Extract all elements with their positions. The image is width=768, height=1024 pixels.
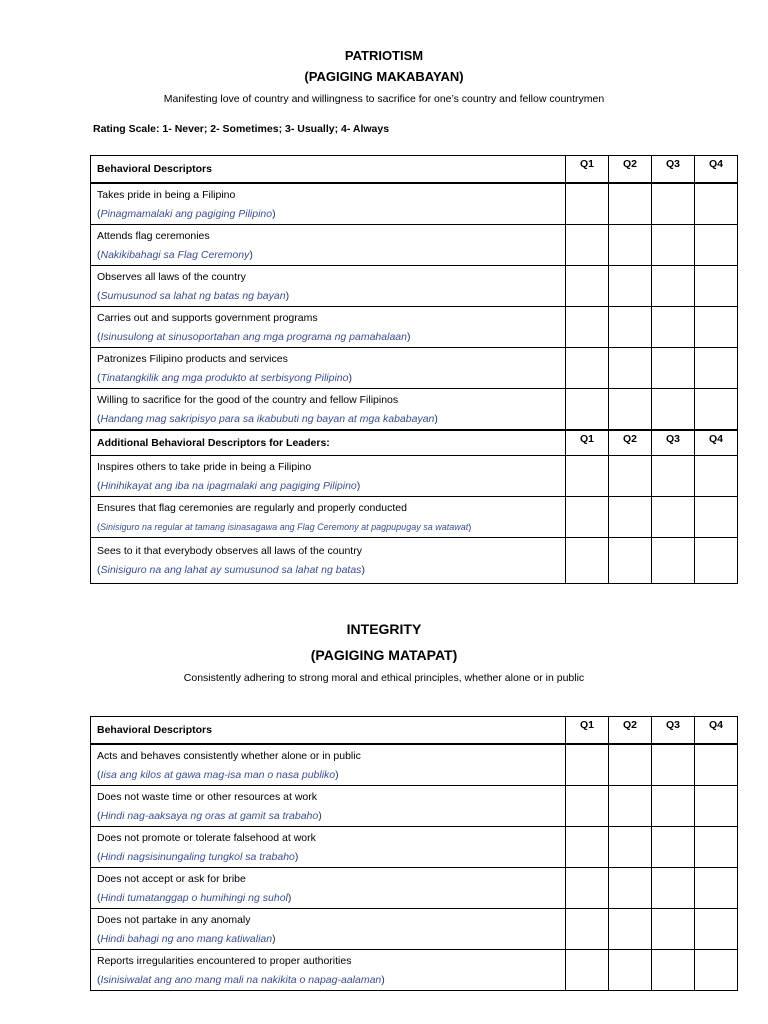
descriptor-tl: (Hindi nag-aaksaya ng oras at gamit sa trabaho)	[97, 809, 322, 822]
q3-cell[interactable]	[652, 265, 695, 306]
header-q4: Q4	[695, 156, 738, 183]
header-q3: Q3	[652, 717, 695, 744]
descriptor-cell	[91, 183, 566, 225]
table-row	[91, 949, 738, 990]
table-row	[91, 388, 738, 430]
table-row	[91, 538, 738, 584]
descriptor-cell	[91, 388, 566, 430]
q1-cell[interactable]	[566, 538, 609, 584]
q1-cell[interactable]	[566, 949, 609, 990]
header-q1: Q1	[566, 430, 609, 456]
q4-cell[interactable]	[695, 456, 738, 497]
q4-cell[interactable]	[695, 306, 738, 347]
descriptor-en: Does not partake in any anomaly	[97, 913, 251, 926]
q2-cell[interactable]	[609, 347, 652, 388]
integrity-table	[90, 716, 738, 991]
descriptor-tl: (Isinisiwalat ang ano mang mali na nakikita o napag-aalaman)	[97, 973, 385, 986]
header-q1: Q1	[566, 156, 609, 183]
descriptor-cell	[91, 347, 566, 388]
descriptor-en: Does not accept or ask for bribe	[97, 872, 246, 885]
q2-cell[interactable]	[609, 224, 652, 265]
descriptor-cell	[91, 224, 566, 265]
q1-cell[interactable]	[566, 265, 609, 306]
q1-cell[interactable]	[566, 826, 609, 867]
q2-cell[interactable]	[609, 538, 652, 584]
q1-cell[interactable]	[566, 456, 609, 497]
header-q3: Q3	[652, 156, 695, 183]
q1-cell[interactable]	[566, 388, 609, 430]
table-row	[91, 265, 738, 306]
descriptor-tl: (Hindi nagsisinungaling tungkol sa trabaho)	[97, 850, 299, 863]
leaders-header-row	[91, 430, 738, 456]
descriptor-tl: (Isinusulong at sinusoportahan ang mga programa ng pamahalaan)	[97, 330, 411, 343]
q3-cell[interactable]	[652, 949, 695, 990]
q2-cell[interactable]	[609, 785, 652, 826]
descriptor-en: Observes all laws of the country	[97, 270, 246, 283]
q4-cell[interactable]	[695, 538, 738, 584]
q1-cell[interactable]	[566, 497, 609, 538]
descriptor-cell	[91, 306, 566, 347]
descriptor-en: Attends flag ceremonies	[97, 229, 210, 242]
q3-cell[interactable]	[652, 388, 695, 430]
q4-cell[interactable]	[695, 908, 738, 949]
descriptor-en: Willing to sacrifice for the good of the country and fellow Filipinos	[97, 393, 399, 406]
rating-scale: Rating Scale: 1- Never; 2- Sometimes; 3- Usually; 4- Always	[93, 123, 390, 135]
patriotism-description: Manifesting love of country and willingness to sacrifice for one’s country and fellow countrymen	[163, 93, 605, 105]
q3-cell[interactable]	[652, 908, 695, 949]
q2-cell[interactable]	[609, 183, 652, 225]
descriptor-cell	[91, 456, 566, 497]
descriptor-en: Takes pride in being a Filipino	[97, 188, 236, 201]
descriptor-en: Ensures that flag ceremonies are regularly and properly conducted	[97, 502, 407, 514]
leaders-header-descriptor: Additional Behavioral Descriptors for Leaders:	[91, 430, 566, 456]
integrity-description: Consistently adhering to strong moral and ethical principles, whether alone or in public	[183, 672, 585, 684]
q4-cell[interactable]	[695, 949, 738, 990]
q2-cell[interactable]	[609, 949, 652, 990]
q1-cell[interactable]	[566, 183, 609, 225]
table-row	[91, 183, 738, 225]
q1-cell[interactable]	[566, 224, 609, 265]
descriptor-en: Carries out and supports government programs	[97, 311, 318, 324]
q4-cell[interactable]	[695, 826, 738, 867]
q2-cell[interactable]	[609, 456, 652, 497]
q3-cell[interactable]	[652, 826, 695, 867]
descriptor-cell	[91, 867, 566, 908]
q3-cell[interactable]	[652, 456, 695, 497]
descriptor-tl: (Nakikibahagi sa Flag Ceremony)	[97, 248, 253, 261]
header-q2: Q2	[609, 430, 652, 456]
q3-cell[interactable]	[652, 785, 695, 826]
q1-cell[interactable]	[566, 867, 609, 908]
patriotism-subtitle: (PAGIGING MAKABAYAN)	[304, 69, 464, 84]
descriptor-tl: (Sinisiguro na regular at tamang isinasagawa ang Flag Ceremony at pagpupugay sa watawat)	[97, 522, 472, 532]
patriotism-title: PATRIOTISM	[344, 48, 424, 63]
q4-cell[interactable]	[695, 388, 738, 430]
q4-cell[interactable]	[695, 785, 738, 826]
table-row	[91, 456, 738, 497]
descriptor-cell	[91, 826, 566, 867]
table-row	[91, 497, 738, 538]
descriptor-en: Reports irregularities encountered to proper authorities	[97, 954, 352, 967]
descriptor-en: Does not promote or tolerate falsehood at work	[97, 831, 316, 844]
q1-cell[interactable]	[566, 347, 609, 388]
table-row	[91, 908, 738, 949]
q3-cell[interactable]	[652, 497, 695, 538]
descriptor-en: Does not waste time or other resources at work	[97, 790, 318, 803]
descriptor-cell	[91, 785, 566, 826]
descriptor-tl: (Hindi tumatanggap o humihingi ng suhol)	[97, 891, 292, 904]
q3-cell[interactable]	[652, 224, 695, 265]
q4-cell[interactable]	[695, 744, 738, 786]
q3-cell[interactable]	[652, 538, 695, 584]
header-q4: Q4	[695, 430, 738, 456]
q1-cell[interactable]	[566, 785, 609, 826]
descriptor-en: Patronizes Filipino products and services	[97, 352, 288, 365]
table-row	[91, 826, 738, 867]
integrity-title: INTEGRITY	[346, 621, 422, 637]
q2-cell[interactable]	[609, 867, 652, 908]
q1-cell[interactable]	[566, 908, 609, 949]
descriptor-tl: (Sinisiguro na ang lahat ay sumusunod sa lahat ng batas)	[97, 564, 365, 576]
table-header-row	[91, 717, 738, 744]
table-row	[91, 347, 738, 388]
header-q4: Q4	[695, 717, 738, 744]
descriptor-cell	[91, 744, 566, 786]
descriptor-tl: (Pinagmamalaki ang pagiging Pilipino)	[97, 207, 276, 220]
q4-cell[interactable]	[695, 497, 738, 538]
q4-cell[interactable]	[695, 347, 738, 388]
descriptor-tl: (Handang mag sakripisyo para sa ikabubuti ng bayan at mga kababayan)	[97, 412, 438, 425]
table-row	[91, 867, 738, 908]
descriptor-cell	[91, 497, 566, 538]
q1-cell[interactable]	[566, 744, 609, 786]
descriptor-en: Acts and behaves consistently whether alone or in public	[97, 749, 361, 762]
q2-cell[interactable]	[609, 908, 652, 949]
descriptor-en: Inspires others to take pride in being a Filipino	[97, 461, 312, 473]
header-q2: Q2	[609, 156, 652, 183]
header-descriptor: Behavioral Descriptors	[91, 717, 566, 744]
q3-cell[interactable]	[652, 867, 695, 908]
q2-cell[interactable]	[609, 497, 652, 538]
q2-cell[interactable]	[609, 388, 652, 430]
q2-cell[interactable]	[609, 265, 652, 306]
q3-cell[interactable]	[652, 306, 695, 347]
descriptor-cell	[91, 538, 566, 584]
q3-cell[interactable]	[652, 183, 695, 225]
descriptor-tl: (Tinatangkilik ang mga produkto at serbisyong Pilipino)	[97, 371, 352, 384]
q2-cell[interactable]	[609, 744, 652, 786]
descriptor-cell	[91, 949, 566, 990]
q3-cell[interactable]	[652, 744, 695, 786]
table-header-row	[91, 156, 738, 183]
table-row	[91, 306, 738, 347]
q1-cell[interactable]	[566, 306, 609, 347]
descriptor-tl: (Hinihikayat ang iba na ipagmalaki ang pagiging Pilipino)	[97, 480, 361, 492]
descriptor-tl: (Sumusunod sa lahat ng batas ng bayan)	[97, 289, 290, 302]
q2-cell[interactable]	[609, 306, 652, 347]
integrity-subtitle: (PAGIGING MATAPAT)	[310, 647, 458, 663]
q4-cell[interactable]	[695, 183, 738, 225]
descriptor-tl: (Iisa ang kilos at gawa mag-isa man o nasa publiko)	[97, 768, 339, 781]
descriptor-cell	[91, 908, 566, 949]
patriotism-table	[90, 155, 738, 584]
table-row	[91, 224, 738, 265]
header-descriptor: Behavioral Descriptors	[91, 156, 566, 183]
table-row	[91, 744, 738, 786]
header-q1: Q1	[566, 717, 609, 744]
table-row	[91, 785, 738, 826]
header-q2: Q2	[609, 717, 652, 744]
header-q3: Q3	[652, 430, 695, 456]
descriptor-en: Sees to it that everybody observes all laws of the country	[97, 545, 362, 557]
descriptor-tl: (Hindi bahagi ng ano mang katiwalian)	[97, 932, 276, 945]
descriptor-cell	[91, 265, 566, 306]
q4-cell[interactable]	[695, 867, 738, 908]
q2-cell[interactable]	[609, 826, 652, 867]
q4-cell[interactable]	[695, 224, 738, 265]
q4-cell[interactable]	[695, 265, 738, 306]
q3-cell[interactable]	[652, 347, 695, 388]
